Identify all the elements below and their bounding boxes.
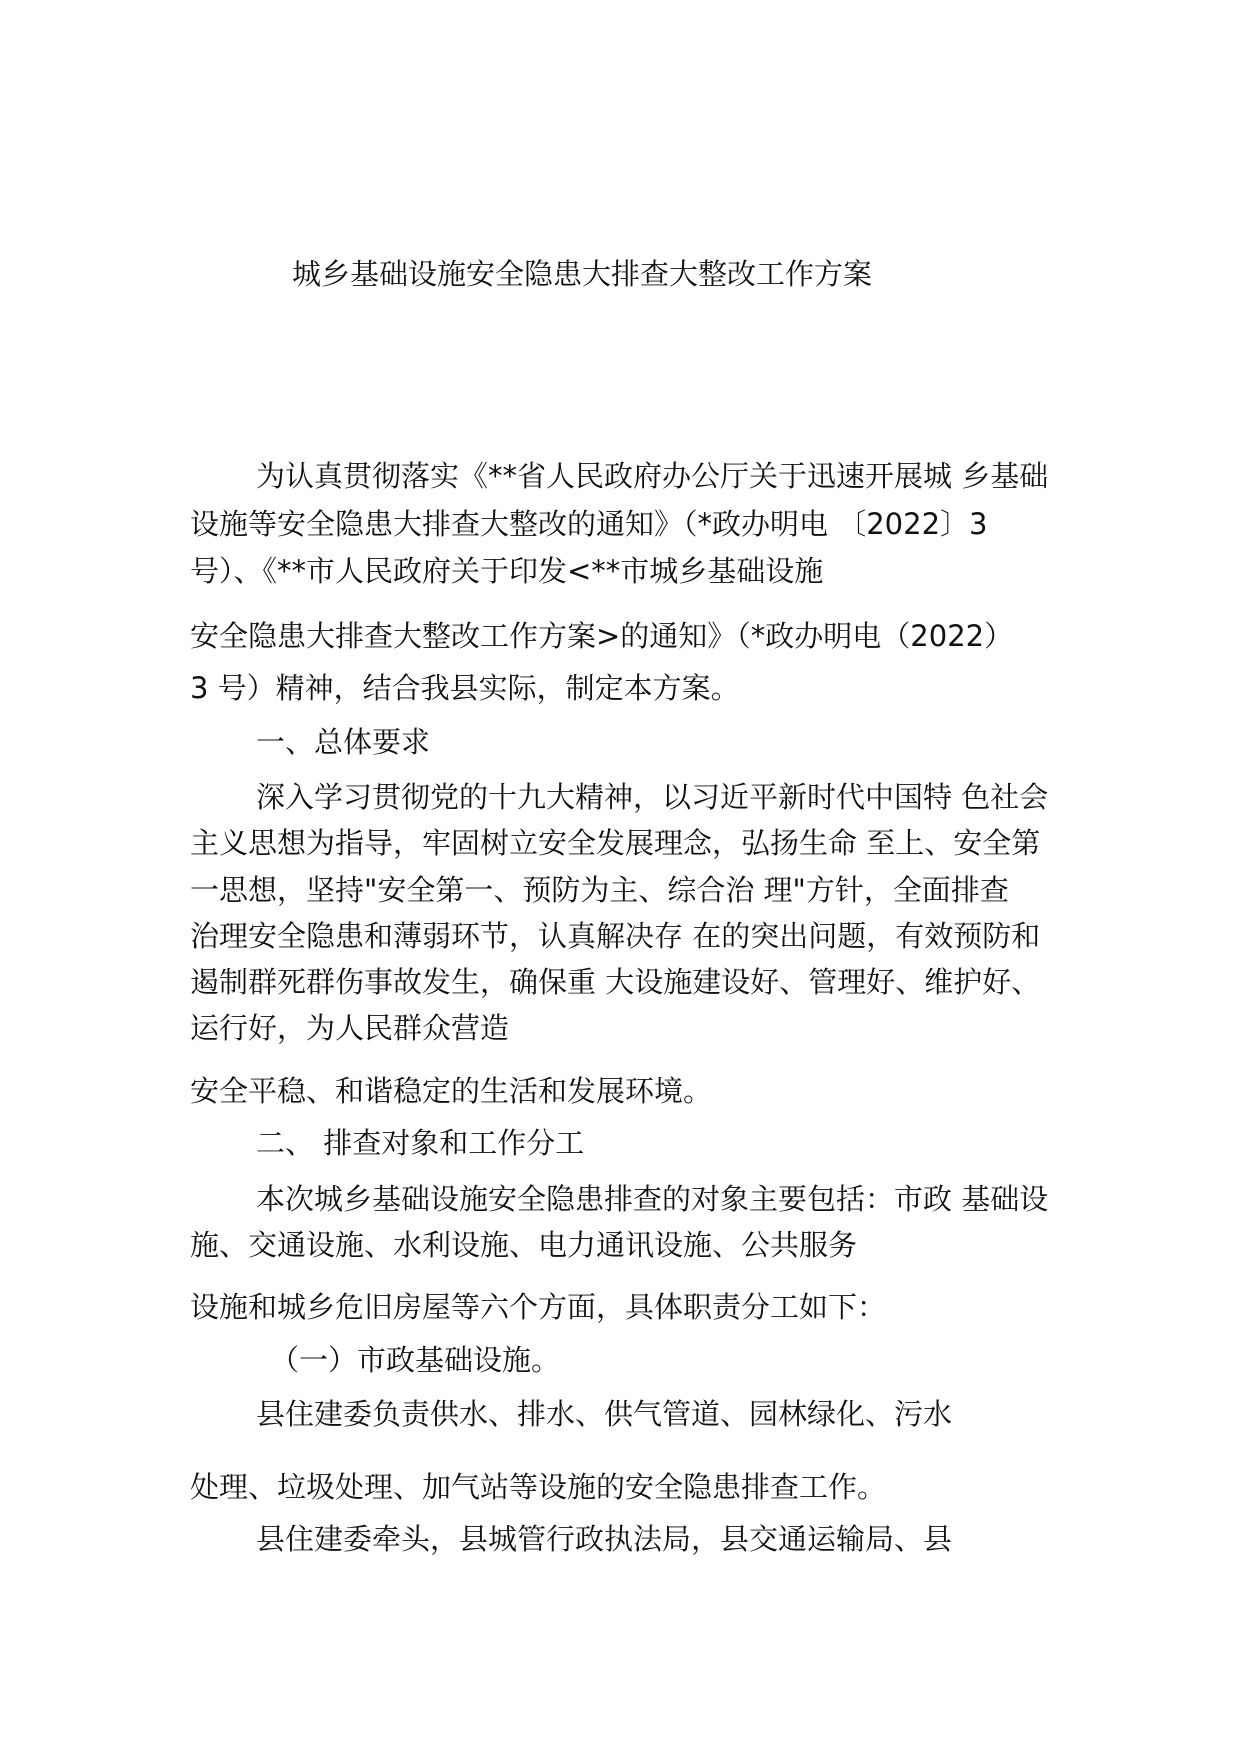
- paragraph-line: 运行好，为人民群众营造: [190, 1011, 510, 1045]
- paragraph-line: 一思想，坚持"安全第一、预防为主、综合治 理"方针，全面排查: [190, 873, 1009, 907]
- paragraph-line: 安全平稳、和谐稳定的生活和发展环境。: [190, 1074, 713, 1108]
- paragraph-line: 治理安全隐患和薄弱环节，认真解决存 在的突出问题，有效预防和: [190, 919, 1041, 953]
- paragraph-line: 为认真贯彻落实《**省人民政府办公厅关于迅速开展城 乡基础: [256, 459, 1049, 493]
- paragraph-line: 设施等安全隐患大排查大整改的通知》（*政办明电 〔2022〕3: [190, 507, 988, 541]
- paragraph-line: 处理、垃圾处理、加气站等设施的安全隐患排查工作。: [190, 1470, 887, 1504]
- paragraph-line: 县住建委牵头，县城管行政执法局，县交通运输局、县: [256, 1522, 953, 1556]
- section-heading: 二、 排查对象和工作分工: [256, 1126, 585, 1160]
- paragraph-line: 主义思想为指导，牢固树立安全发展理念，弘扬生命 至上、安全第: [190, 826, 1041, 860]
- subsection-heading: （一）市政基础设施。: [270, 1343, 561, 1377]
- paragraph-line: 遏制群死群伤事故发生，确保重 大设施建设好、管理好、维护好、: [190, 965, 1041, 999]
- paragraph-line: 深入学习贯彻党的十九大精神，以习近平新时代中国特 色社会: [256, 780, 1049, 814]
- paragraph-line: 安全隐患大排查大整改工作方案>的通知》（*政办明电（2022）: [190, 619, 1014, 653]
- paragraph-line: 3 号）精神，结合我县实际，制定本方案。: [190, 671, 740, 705]
- paragraph-line: 县住建委负责供水、排水、供气管道、园林绿化、污水: [256, 1397, 953, 1431]
- document-title: 城乡基础设施安全隐患大排查大整改工作方案: [292, 257, 873, 291]
- paragraph-line: 施、交通设施、水利设施、电力通讯设施、公共服务: [190, 1228, 858, 1262]
- paragraph-line: 设施和城乡危旧房屋等六个方面，具体职责分工如下：: [190, 1290, 887, 1324]
- paragraph-line: 号）、《**市人民政府关于印发<**市城乡基础设施: [190, 554, 824, 588]
- section-heading: 一、总体要求: [256, 725, 431, 759]
- paragraph-line: 本次城乡基础设施安全隐患排查的对象主要包括：市政 基础设: [256, 1182, 1049, 1216]
